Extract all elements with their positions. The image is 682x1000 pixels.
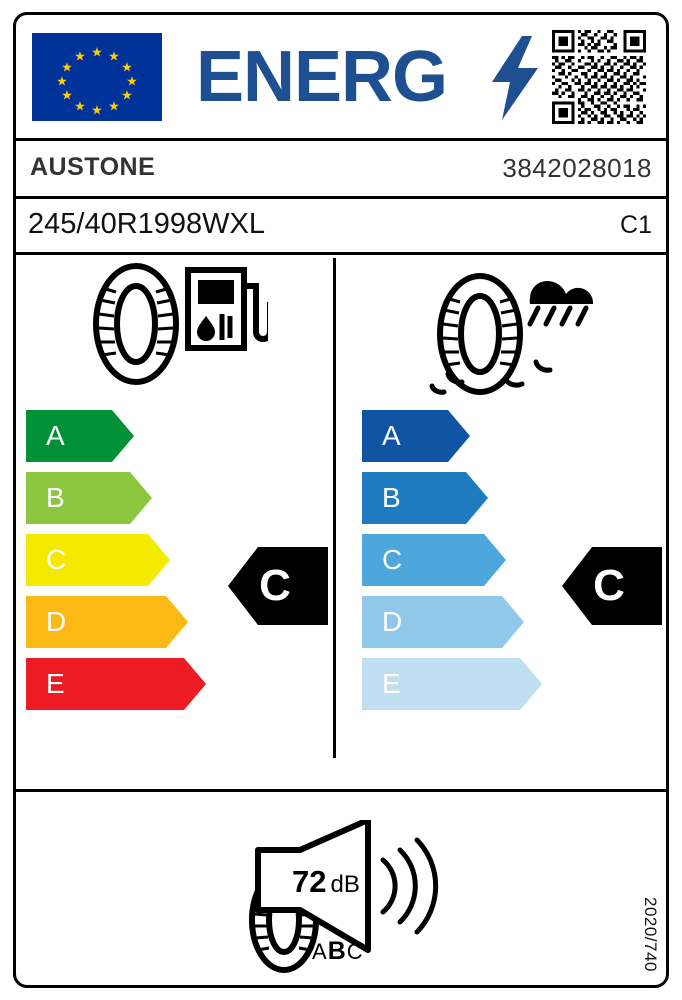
fuel-efficiency-pictogram (88, 262, 268, 392)
fuel-grade-c-label: C (46, 544, 67, 575)
regulation-reference: 2020/740 (641, 897, 660, 972)
fuel-grade-e-label: E (46, 668, 65, 699)
energy-title: ENERG (196, 37, 448, 117)
fuel-grade-c (26, 534, 206, 586)
divider-3 (13, 252, 669, 255)
center-divider (333, 258, 336, 758)
noise-class-scale (312, 937, 364, 966)
noise-number: 72 (292, 864, 327, 899)
noise-value (292, 864, 360, 900)
noise-section (228, 820, 458, 980)
fuel-pump-icon (188, 270, 268, 348)
eu-flag: ★ ★ ★ ★ ★ ★ ★ ★ ★ ★ ★ ★ (32, 33, 162, 121)
fuel-grade-a (26, 410, 206, 462)
wet-grip-result-letter: C (593, 561, 625, 610)
tyre-size: 245/40R1998WXL (28, 208, 265, 240)
noise-class-a: A (312, 939, 328, 964)
wet-grade-d (362, 596, 542, 648)
wet-grade-c (362, 534, 542, 586)
fuel-grade-b-label: B (46, 482, 65, 513)
wet-grade-e (362, 658, 542, 710)
fuel-efficiency-result-letter: C (259, 561, 291, 610)
tyre-icon (96, 266, 176, 382)
tyre-icon (440, 276, 520, 392)
fuel-grade-e (26, 658, 206, 710)
fuel-grade-b (26, 472, 206, 524)
wet-grip-scale (362, 410, 542, 720)
noise-class-b: B (327, 937, 347, 965)
divider-2 (13, 196, 669, 199)
divider-4 (13, 789, 669, 792)
fuel-grade-d (26, 596, 206, 648)
wet-grade-a (362, 410, 542, 462)
wet-grade-d-label: D (382, 606, 403, 637)
wet-grade-b-label: B (382, 482, 401, 513)
fuel-efficiency-scale (26, 410, 206, 720)
noise-unit: dB (330, 871, 360, 898)
brand-name: AUSTONE (30, 153, 156, 181)
article-number: 3842028018 (502, 153, 652, 183)
tyre-class: C1 (620, 211, 652, 239)
qr-code (552, 30, 646, 124)
fuel-grade-a-label: A (46, 420, 65, 451)
wet-grade-b (362, 472, 542, 524)
wet-grade-e-label: E (382, 668, 401, 699)
wet-grade-c-label: C (382, 544, 403, 575)
wet-grip-result (562, 547, 662, 625)
noise-class-c: C (346, 939, 364, 964)
fuel-efficiency-result (228, 547, 328, 625)
fuel-grade-d-label: D (46, 606, 67, 637)
wet-grade-a-label: A (382, 420, 401, 451)
wet-grip-pictogram (408, 262, 608, 415)
lightning-bolt-icon (492, 36, 538, 120)
sound-waves-icon (383, 840, 436, 932)
divider-1 (13, 138, 669, 141)
